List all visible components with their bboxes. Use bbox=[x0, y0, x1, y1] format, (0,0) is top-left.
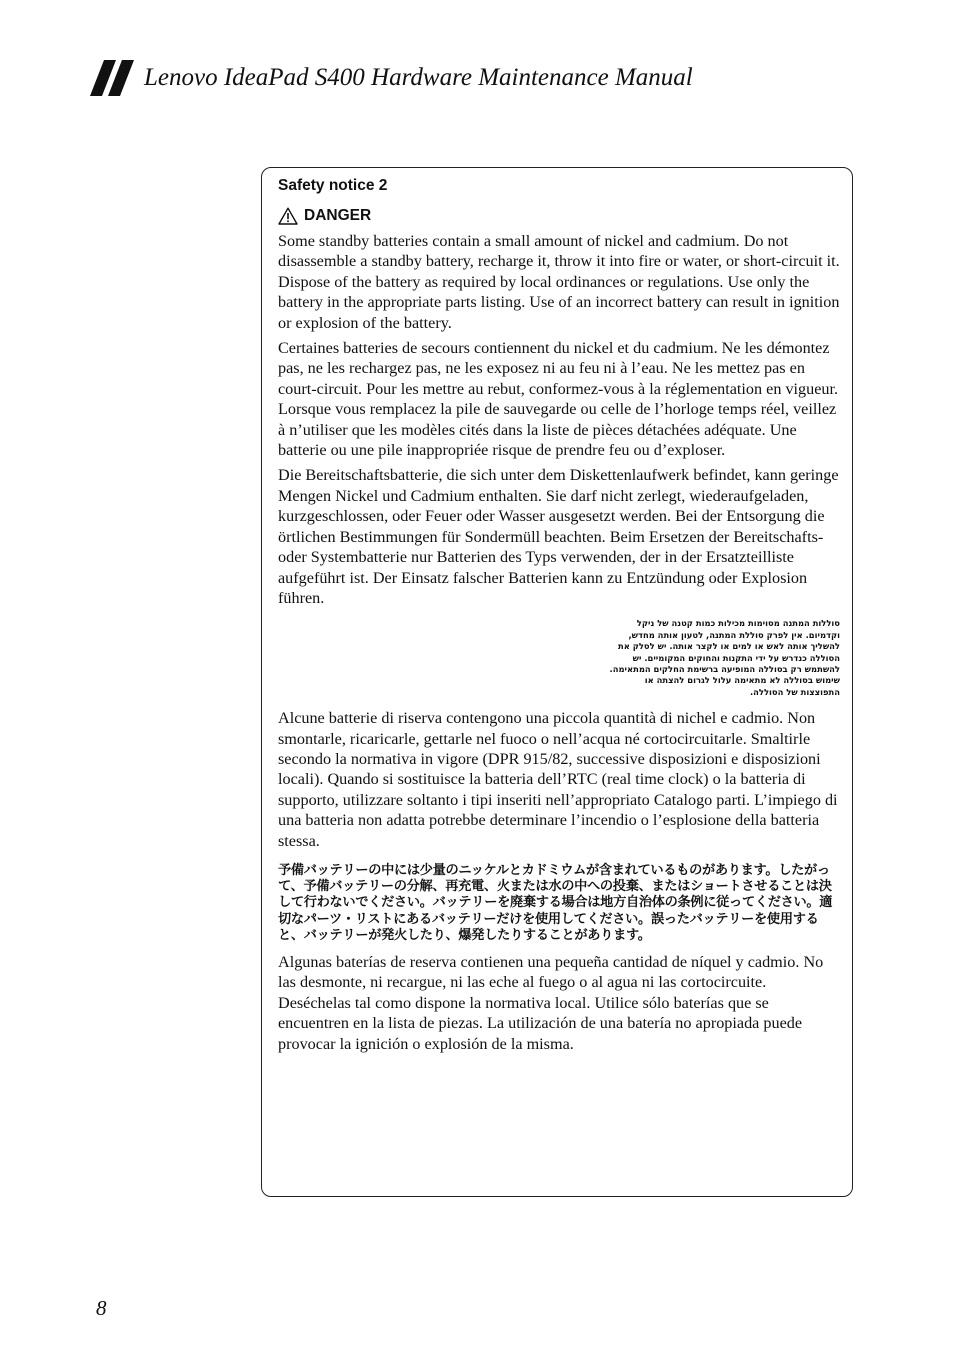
manual-title: Lenovo IdeaPad S400 Hardware Maintenance Manual bbox=[144, 64, 693, 91]
page-header bbox=[90, 58, 693, 98]
paragraph-german: Die Bereitschaftsbatterie, die sich unter dem Diskettenlaufwerk befindet, kann geringe Mengen Nickel und Cadmium enthalten. Sie darf nicht zerlegt, wiederaufgeladen, kurzgeschlossen, oder Feuer oder Wasser ausgesetzt werden. Bei der Entsorgung die örtlichen Bestimmungen für Sondermüll beachten. Beim Ersetzen der Bereitschafts-oder Systembatterie nur Batterien des Typs verwenden, der in der Ersatzteilliste aufgeführt ist. Der Einsatz falscher Batterien kann zu Entzündung oder Explosion führen. bbox=[278, 466, 839, 607]
paragraph-italian: Alcune batterie di riserva contengono una piccola quantità di nichel e cadmio. Non smontarle, ricaricarle, gettarle nel fuoco o nell’acqua né cortocircuitarle. Smaltirle secondo la normativa in vigore (DPR 915/82, successive disposizioni e disposizioni locali). Quando si sostituisce la batteria dell’RTC (real time clock) o la batteria di supporto, utilizzare soltanto i tipi inseriti nell’appropriato Catalogo parti. L’impiego di una batteria non adatta potrebbe determinare l’incendio o l’esplosione della batteria stessa. bbox=[278, 709, 838, 850]
double-slash-icon bbox=[90, 60, 136, 96]
danger-label: DANGER bbox=[304, 207, 372, 224]
notice-title: Safety notice 2 bbox=[278, 177, 388, 194]
paragraph-english: Some standby batteries contain a small amount of nickel and cadmium. Do not disassemble a standby battery, recharge it, throw it into fire or water, or short-circuit it. Dispose of the battery as required by local ordinances or regulations. Use only the battery in the appropriate parts listing. Use of an incorrect battery can result in ignition or explosion of the battery. bbox=[278, 232, 840, 332]
warning-triangle-icon bbox=[278, 207, 298, 225]
page-number: 8 bbox=[96, 1296, 107, 1320]
paragraph-french: Certaines batteries de secours contiennent du nickel et du cadmium. Ne les démontez pas, ne les rechargez pas, ne les exposez ni au feu ni à l’eau. Ne les mettez pas en court-circuit. Pour les mettre au rebut, conformez-vous à la réglementation en vigueur. Lorsque vous remplacez la pile de sauvegarde ou celle de l’horloge temps réel, veillez à n’utiliser que les modèles cités dans la liste de pièces détachées adéquate. Une batterie ou une pile inappropriée risque de prendre feu ou d’exploser. bbox=[278, 339, 839, 460]
danger-heading bbox=[278, 206, 842, 226]
paragraph-spanish: Algunas baterías de reserva contienen una pequeña cantidad de níquel y cadmio. No las desmonte, ni recargue, ni las eche al fuego o al agua ni las cortocircuite. Deséchelas tal como dispone la normativa local. Utilice sólo baterías que se encuentren en la lista de piezas. La utilización de una batería no apropiada puede provocar la ignición o explosión de la misma. bbox=[278, 953, 824, 1053]
safety-notice-box bbox=[261, 167, 853, 1197]
safety-notice-content bbox=[278, 176, 842, 1059]
paragraph-hebrew: סוללות המתנה מסוימות מכילות כמות קטנה של ניקל וקדמיום. אין לפרק סוללת המתנה, לטעון אותה מחדש, להשליך אותה לאש או למים או לקצר אותה. יש לסלק את הסוללה כנדרש על ידי התקנות והחוקים המקומיים. יש להשתמש רק בסוללה המופיעה ברשימת החלקים המתאימה. שימוש בסוללה לא מתאימה עלול לגרום להצתה או התפוצצות של הסוללה. bbox=[609, 618, 840, 697]
paragraph-japanese: 予備バッテリーの中には少量のニッケルとカドミウムが含まれているものがあります。したがって、予備バッテリーの分解、再充電、火または水の中への投棄、またはショートさせることは決して行わないでください。バッテリーを廃棄する場合は地方自治体の条例に従ってください。適切なパーツ・リストにあるバッテリーだけを使用してください。誤ったバッテリーを使用すると、バッテリーが発火したり、爆発したりすることがあります。 bbox=[278, 863, 833, 943]
